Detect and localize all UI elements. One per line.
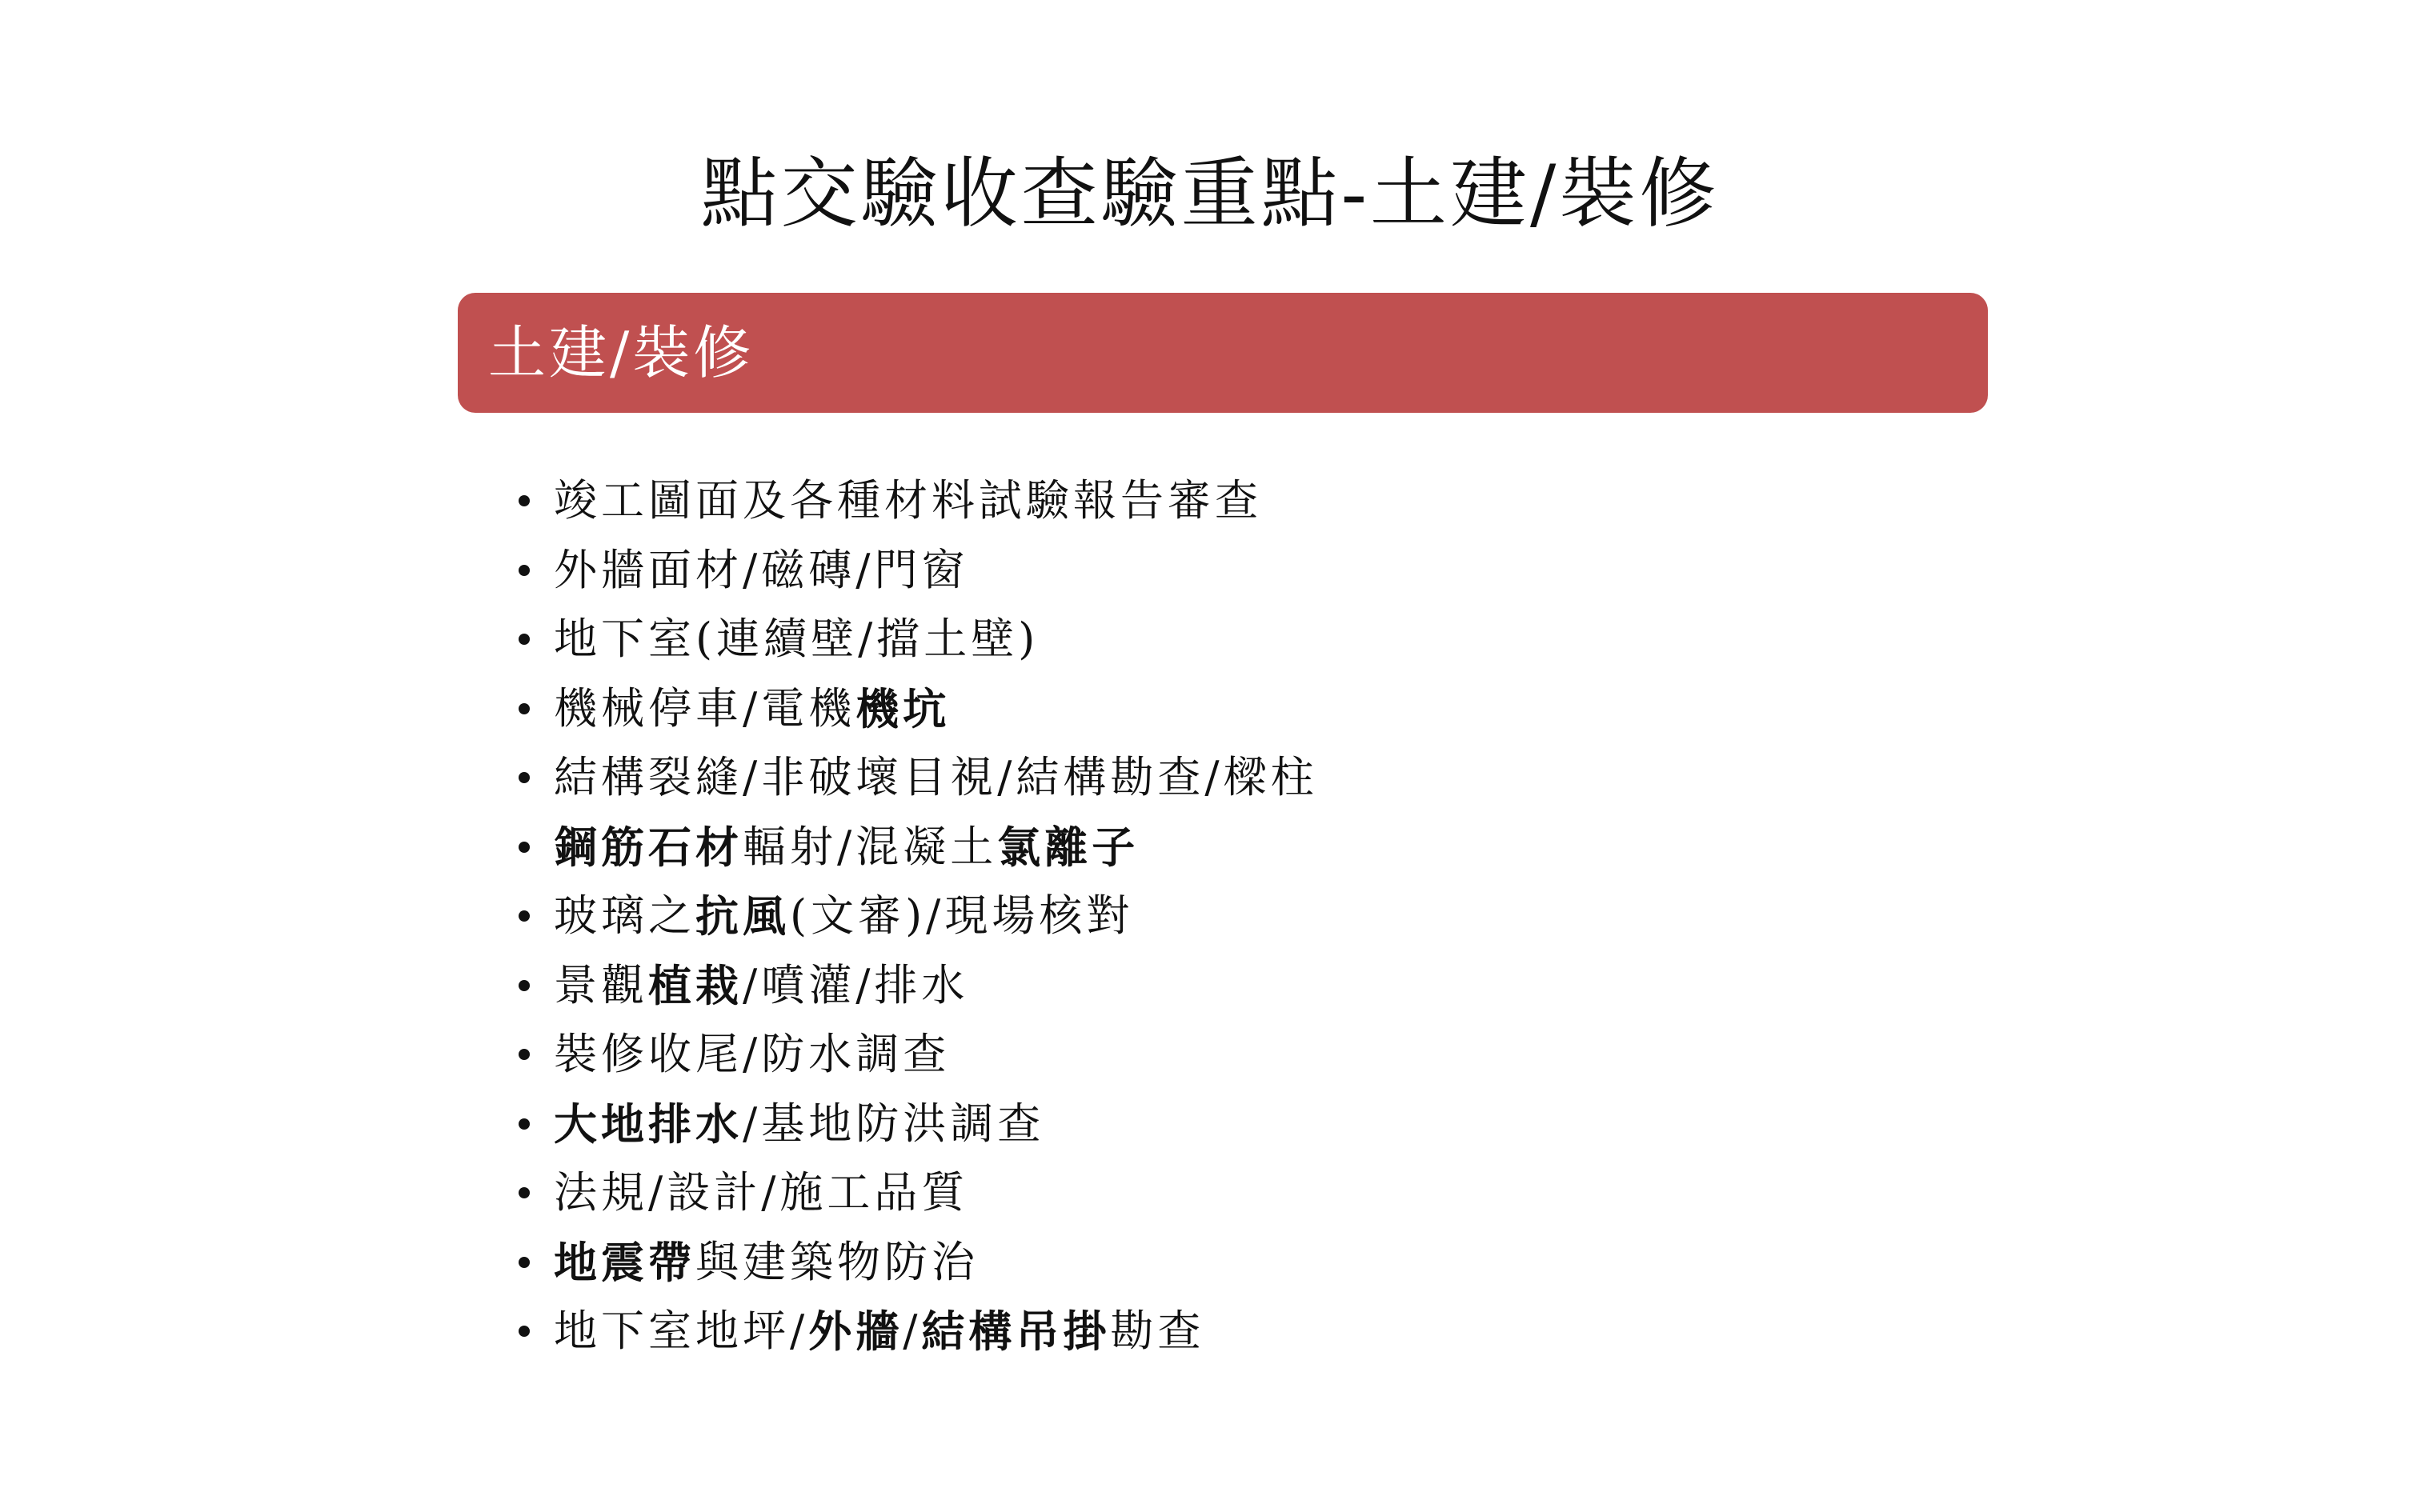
checklist-item <box>519 605 1318 674</box>
checklist-item-text: 輻射/混凝土 <box>743 821 998 872</box>
bullet-dot-icon <box>519 1326 530 1337</box>
checklist-item-bold-text: 氯離子 <box>997 821 1140 873</box>
checklist-item <box>519 674 1318 744</box>
checklist-item-text: /噴灌/排水 <box>743 959 969 1010</box>
section-header-label: 土建/裝修 <box>488 319 755 386</box>
bullet-dot-icon <box>519 842 530 853</box>
checklist-item <box>519 1090 1318 1159</box>
checklist-item <box>519 813 1318 882</box>
slide-title: 點交驗收查驗重點-土建/裝修 <box>700 149 1720 238</box>
checklist-item-text: 景觀 <box>554 959 648 1010</box>
bullet-dot-icon <box>519 634 530 645</box>
checklist-item <box>519 1297 1318 1366</box>
checklist-item-bold-text: 植栽 <box>648 959 743 1011</box>
checklist-item-text: /基地防洪調查 <box>743 1098 1045 1149</box>
bullet-dot-icon <box>519 1049 530 1060</box>
bullet-dot-icon <box>519 703 530 714</box>
checklist-item-text: 結構裂縫/非破壞目視/結構勘查/樑柱 <box>554 752 1318 803</box>
checklist-item-bold-text: 鋼筋石材 <box>554 821 743 873</box>
section-header-bar <box>458 293 1988 413</box>
bullet-dot-icon <box>519 1118 530 1130</box>
checklist <box>519 466 1318 1366</box>
checklist-item <box>519 743 1318 813</box>
checklist-item-text: (文審)/現場核對 <box>790 890 1134 942</box>
checklist-item-bold-text: 抗風 <box>695 890 790 942</box>
checklist-item <box>519 1020 1318 1090</box>
checklist-item-bold-text: 機坑 <box>855 682 951 734</box>
checklist-item-bold-text: 大地排水 <box>554 1098 743 1150</box>
checklist-item-bold-text: 外牆 <box>808 1306 903 1358</box>
checklist-item <box>519 951 1318 1021</box>
bullet-dot-icon <box>519 1187 530 1198</box>
checklist-item-text: 地下室(連續壁/擋土壁) <box>554 614 1040 665</box>
bullet-dot-icon <box>519 1257 530 1268</box>
checklist-item-text: 與建築物防治 <box>695 1236 979 1287</box>
checklist-item-text: 勘查 <box>1110 1306 1205 1357</box>
checklist-item-bold-text: 結構吊掛 <box>921 1306 1111 1358</box>
checklist-item-text: 機械停車/電機 <box>554 682 856 734</box>
bullet-dot-icon <box>519 565 530 576</box>
checklist-item-text: 外牆面材/磁磚/門窗 <box>554 544 969 595</box>
checklist-item <box>519 466 1318 536</box>
bullet-dot-icon <box>519 772 530 783</box>
bullet-dot-icon <box>519 910 530 922</box>
checklist-item-text: 玻璃之 <box>554 890 695 942</box>
checklist-item-text: 竣工圖面及各種材料試驗報告審查 <box>554 475 1262 526</box>
checklist-item <box>519 882 1318 951</box>
checklist-item <box>519 1158 1318 1228</box>
checklist-item <box>519 536 1318 606</box>
checklist-item-text: 地下室地坪/ <box>554 1306 809 1357</box>
bullet-dot-icon <box>519 980 530 991</box>
checklist-item-text: / <box>903 1306 922 1357</box>
checklist-item-bold-text: 地震帶 <box>554 1236 695 1288</box>
checklist-item-text: 法規/設計/施工品質 <box>554 1167 969 1218</box>
bullet-dot-icon <box>519 495 530 506</box>
checklist-item-text: 裝修收尾/防水調查 <box>554 1029 951 1080</box>
checklist-item <box>519 1228 1318 1298</box>
